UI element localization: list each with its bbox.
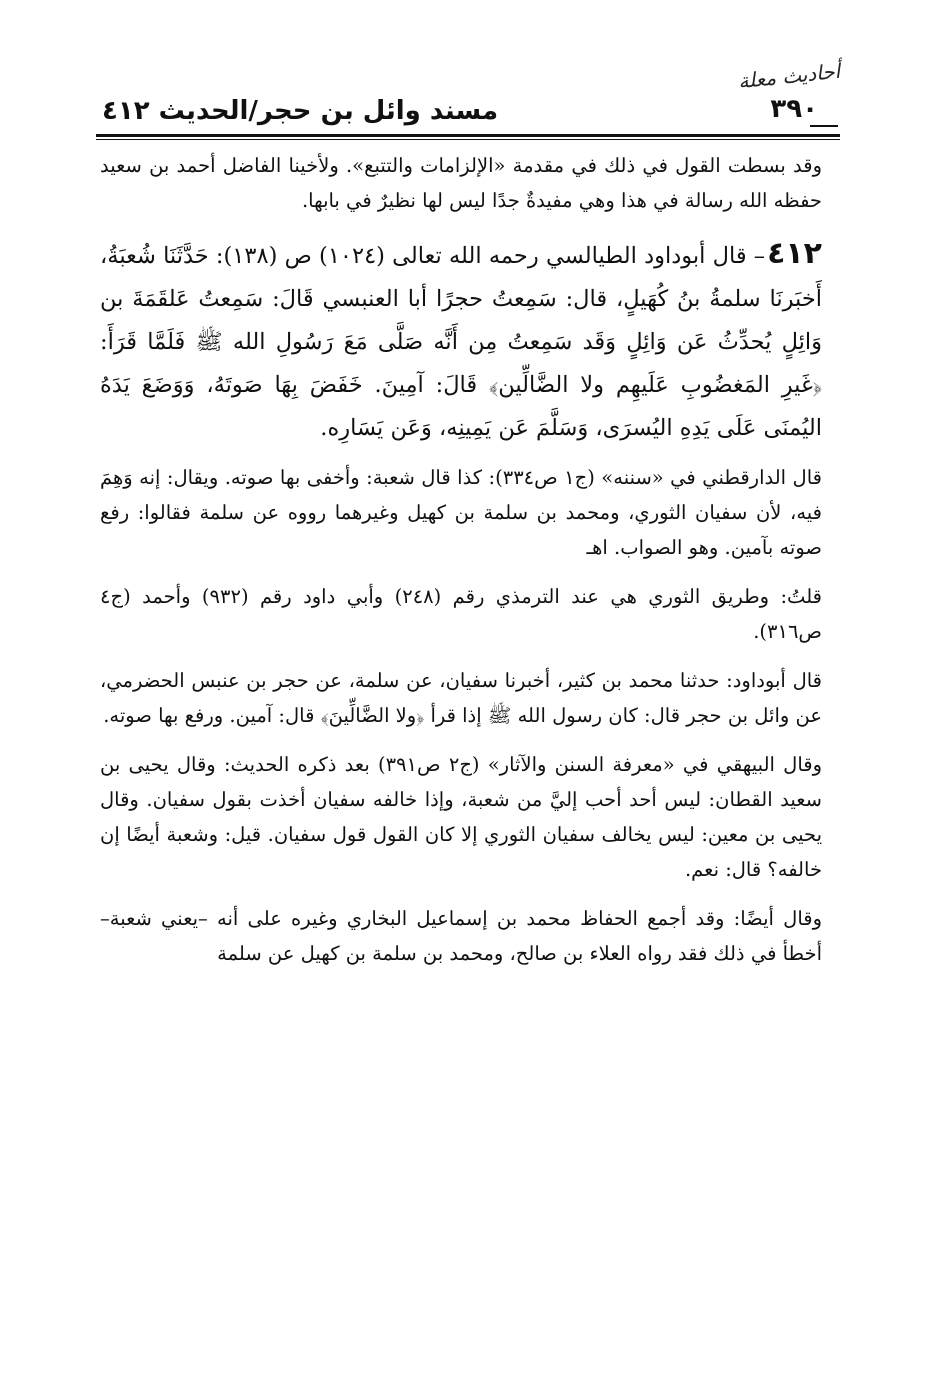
hadith-text: – قال أبوداود الطيالسي رحمه الله تعالى (١٠٢٤) ص (١٣٨): حَدَّثَنَا شُعبَةُ، أَخبَرنَا سلمةُ بنُ كُهَيلٍ، قال: سَمِعتُ حجرًا أبا العنبسي قَالَ: سَمِعتُ عَلقَمَةَ بن وَائِلٍ يُحدِّثُ عَن وَائِلٍ وَقَد سَمِعتُ مِن أَنَّه صَلَّى مَعَ رَسُولِ الله ﷺ فَلَمَّا قَرَأَ: ﴿غَيرِ المَغضُوبِ عَلَيهِم ولا الضَّالِّين﴾ قَالَ: آمِينَ. خَفَضَ بِهَا صَوتَهُ، وَوَضَعَ يَدَهُ اليُمنَى عَلَى يَدِهِ اليُسرَى، وَسَلَّمَ عَن يَمِينِه، وَعَن يَسَارِه. [100, 243, 822, 441]
qultu-paragraph: قلتُ: وطريق الثوري هي عند الترمذي رقم (٢٤٨) وأبي داود رقم (٩٣٢) وأحمد (ج٤ ص٣١٦). [100, 585, 822, 643]
running-title: مسند وائل بن حجر/الحديث ٤١٢ [102, 96, 499, 126]
also-paragraph: وقال أيضًا: وقد أجمع الحفاظ محمد بن إسماعيل البخاري وغيره على أنه –يعني شعبة– أخطأ في ذلك فقد رواه العلاء بن صالح، ومحمد بن سلمة بن كهيل عن سلمة [100, 907, 822, 965]
bayhaqi-paragraph: وقال البيهقي في «معرفة السنن والآثار» (ج٢ ص٣٩١) بعد ذكره الحديث: وقال يحيى بن سعيد القطان: ليس أحد أحب إليَّ من شعبة، وإذا خالفه سفيان أخذت بقول سفيان. وقال يحيى بن معين: ليس يخالف سفيان الثوري إلا كان القول قول سفيان. قيل: وشعبة أيضًا إن خالفه؟ قال: نعم. [100, 753, 822, 881]
page-header [96, 84, 818, 130]
hadith-number: ٤١٢ [767, 236, 822, 271]
header-rule-thin [96, 139, 840, 140]
daraqutni-paragraph: قال الدارقطني في «سننه» (ج١ ص٣٣٤): كذا قال شعبة: وأخفى بها صوته. ويقال: إنه وَهِمَ فيه، لأن سفيان الثوري، ومحمد بن سلمة بن كهيل وغيرهما رووه عن سلمة فقالوا: رفع صوته بآمين. وهو الصواب. اهـ [100, 466, 822, 559]
page-number: ٣٩٠ [770, 94, 818, 124]
hadith-paragraph [100, 232, 822, 450]
handwritten-note: أحاديث معلة [736, 58, 841, 94]
header-rule [96, 134, 840, 137]
header-tick-mark [810, 125, 838, 127]
body-text [100, 148, 822, 985]
abu-dawud-paragraph: قال أبوداود: حدثنا محمد بن كثير، أخبرنا سفيان، عن سلمة، عن حجر بن عنبس الحضرمي، عن وائل بن حجر قال: كان رسول الله ﷺ إذا قرأ ﴿ولا الضَّالِّينَ﴾ قال: آمين. ورفع بها صوته. [100, 669, 822, 727]
intro-paragraph: وقد بسطت القول في ذلك في مقدمة «الإلزامات والتتبع». ولأخينا الفاضل أحمد بن سعيد حفظه الله رسالة في هذا وهي مفيدةٌ جدًا ليس لها نظيرٌ في بابها. [100, 154, 822, 212]
